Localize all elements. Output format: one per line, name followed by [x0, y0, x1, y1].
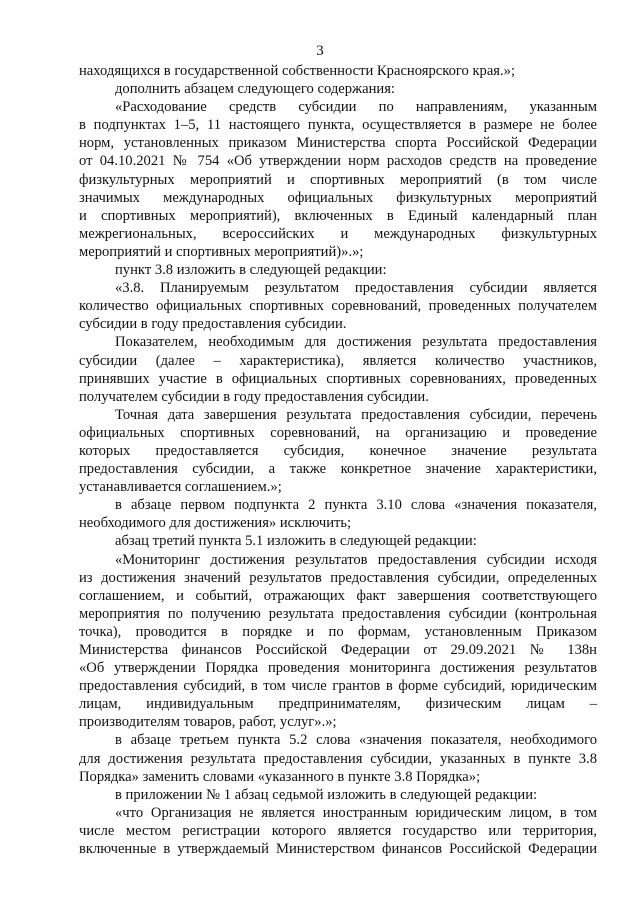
- text-line: абзац третий пункта 5.1 изложить в следующей редакции:: [115, 533, 477, 550]
- text-line: мероприятий и спортивных мероприятий)».»;: [79, 243, 364, 260]
- paragraph: [79, 62, 597, 80]
- text-line: субсидии (далее – характеристика), является количество участников,: [79, 352, 597, 369]
- text-line: мероприятия по получению результата предоставления субсидии (контрольная: [79, 605, 597, 622]
- text-line: из достижения значений результатов предоставления субсидии, определенных: [79, 569, 597, 586]
- text-line: получателем субсидии в году предоставления субсидии.: [79, 388, 429, 405]
- text-line: предоставления субсидии, а также конкретное значение характеристики,: [79, 461, 597, 478]
- text-line: норм, установленных приказом Министерства спорта Российской Федерации: [79, 135, 597, 152]
- paragraph: [79, 496, 597, 532]
- text-line: находящихся в государственной собственности Красноярского края.»;: [79, 63, 516, 79]
- paragraph: [79, 261, 597, 279]
- paragraph: [79, 98, 597, 261]
- text-line: «Об утверждении Порядка проведения мониторинга достижения результатов: [79, 660, 597, 677]
- text-line: «что Организация не является иностранным юридическим лицом, в том: [115, 804, 597, 821]
- text-line: производителям товаров, работ, услуг».»;: [79, 714, 337, 731]
- document-body: [79, 62, 597, 858]
- text-line: «Расходование средств субсидии по направлениям, указанным: [115, 99, 597, 116]
- text-line: субсидии в году предоставления субсидии.: [79, 316, 347, 333]
- text-line: в подпунктах 1–5, 11 настоящего пункта, осуществляется в размере не более: [79, 117, 597, 134]
- text-line: пункт 3.8 изложить в следующей редакции:: [115, 262, 387, 279]
- text-line: количество официальных спортивных соревнований, проведенных получателем: [79, 298, 597, 315]
- text-line: Порядка» заменить словами «указанного в пункте 3.8 Порядка»;: [79, 768, 481, 785]
- text-line: «3.8. Планируемым результатом предоставления субсидии является: [115, 280, 597, 297]
- text-line: межрегиональных, всероссийских и международных физкультурных: [79, 225, 597, 242]
- text-line: числе местом регистрации которого является государство или территория,: [79, 822, 597, 839]
- text-line: необходимого для достижения» исключить;: [79, 515, 352, 532]
- text-line: Точная дата завершения результата предоставления субсидии, перечень: [115, 406, 597, 423]
- text-line: точка), проводится в порядке и по формам, установленным Приказом: [79, 623, 597, 640]
- paragraph: [79, 551, 597, 732]
- text-line: в абзаце первом подпункта 2 пункта 3.10 слова «значения показателя,: [115, 497, 597, 514]
- paragraph: [79, 333, 597, 405]
- text-line: предоставления субсидий, в том числе грантов в форме субсидий, юридическим: [79, 678, 597, 695]
- text-line: «Мониторинг достижения результатов предоставления субсидии исходя: [115, 551, 597, 568]
- paragraph: [79, 786, 597, 804]
- text-line: официальных спортивных соревнований, на организацию и проведение: [79, 424, 597, 441]
- text-line: устанавливается соглашением.»;: [79, 479, 282, 496]
- paragraph: [79, 406, 597, 496]
- text-line: и спортивных мероприятий), включенных в Единый календарный план: [79, 207, 597, 224]
- text-line: дополнить абзацем следующего содержания:: [115, 81, 395, 98]
- text-line: для достижения результата предоставления субсидии, указанных в пункте 3.8: [79, 750, 597, 767]
- text-line: физкультурных мероприятий и спортивных мероприятий (в том числе: [79, 171, 597, 188]
- paragraph: [79, 532, 597, 550]
- text-line: Министерства финансов Российской Федерации от 29.09.2021 № 138н: [79, 642, 597, 658]
- text-line: включенные в утверждаемый Министерством финансов Российской Федерации: [79, 841, 597, 858]
- paragraph: [79, 80, 597, 98]
- text-line: принявших участие в официальных спортивных соревнованиях, проведенных: [79, 370, 597, 387]
- paragraph: [79, 279, 597, 333]
- page-number: 3: [316, 43, 324, 59]
- text-line: лицам, индивидуальным предпринимателям, физическим лицам –: [79, 696, 597, 713]
- text-line: Показателем, необходимым для достижения результата предоставления: [115, 334, 597, 351]
- text-line: значимых международных официальных физкультурных мероприятий: [79, 189, 597, 206]
- text-line: в абзаце третьем пункта 5.2 слова «значения показателя, необходимого: [115, 732, 597, 749]
- text-line: соглашением, и событий, отражающих факт завершения соответствующего: [79, 587, 597, 604]
- paragraph: [79, 731, 597, 785]
- text-line: от 04.10.2021 № 754 «Об утверждении норм расходов средств на проведение: [79, 153, 597, 170]
- text-line: которых предоставляется субсидия, конечное значение результата: [79, 442, 597, 459]
- paragraph: [79, 804, 597, 858]
- text-line: в приложении № 1 абзац седьмой изложить в следующей редакции:: [115, 786, 538, 803]
